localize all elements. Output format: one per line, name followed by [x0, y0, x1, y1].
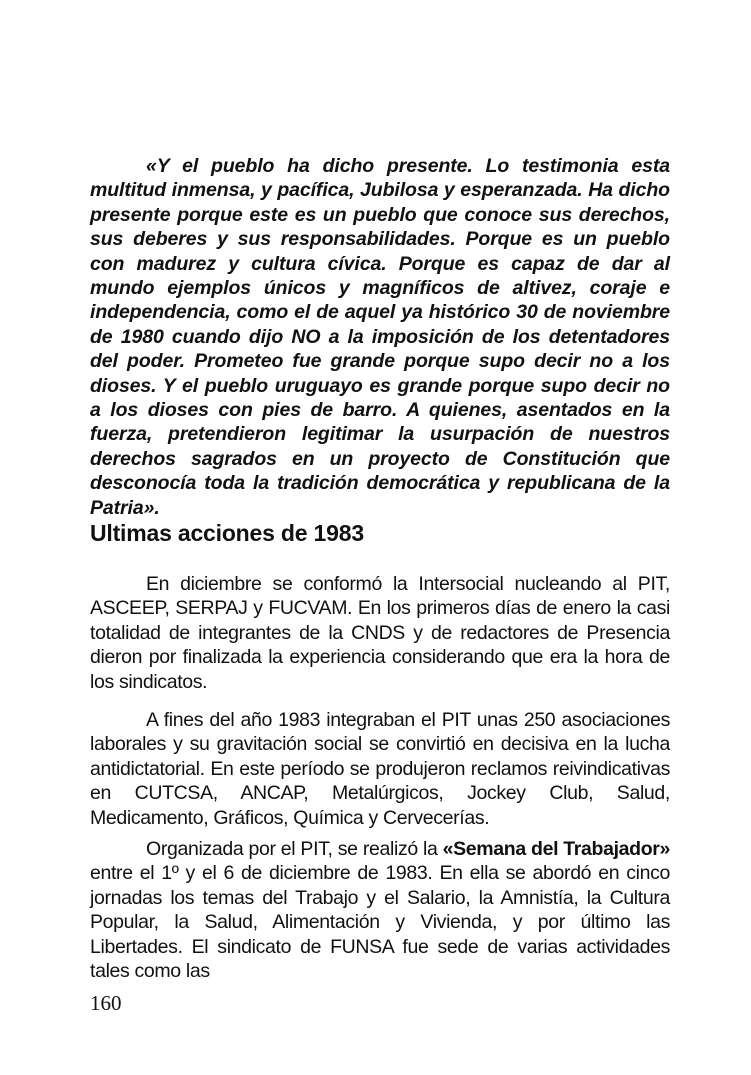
section-heading: Ultimas acciones de 1983: [90, 520, 364, 546]
paragraph-text-end: entre el 1º y el 6 de diciembre de 1983. En ella se abordó en cinco jornadas los temas del Trabajo y el Salario, la Amnistía, la Cultura Popular, la Salud, Alimentación y Vivienda, y por último las Libertades. El sindicato de FUNSA fue sede de varias actividades tales como las: [90, 862, 670, 983]
quoted-speech-paragraph: «Y el pueblo ha dicho presente. Lo testimonia esta multitud inmensa, y pacífica, Jubilosa y esperanzada. Ha dicho presente porque este es un pueblo que conoce sus derechos, sus deberes y sus responsabilidades. Porque es un pueblo con madurez y cultura cívica. Porque es capaz de dar al mundo ejemplos únicos y magníficos de altivez, coraje e independencia, como el de aquel ya histórico 30 de noviembre de 1980 cuando dijo NO a la imposición de los detentadores del poder. Prometeo fue grande porque supo decir no a los dioses. Y el pueblo uruguayo es grande porque supo decir no a los dioses con pies de barro. A quienes, asentados en la fuerza, pretendieron legitimar la usurpación de nuestros derechos sagrados en un proyecto de Constitución que desconocía toda la tradición democrática y republicana de la Patria».: [90, 155, 670, 519]
page-number: 160: [90, 991, 122, 1015]
body-paragraph-intersocial: En diciembre se conformó la Intersocial nucleando al PIT, ASCEEP, SERPAJ y FUCVAM. En los primeros días de enero la casi totalidad de integrantes de la CNDS y de redactores de Presencia dieron por finalizada la experiencia considerando que era la hora de los sindicatos.: [90, 573, 670, 693]
body-paragraph-pit-associations: A fines del año 1983 integraban el PIT unas 250 asociaciones laborales y su gravitación social se convirtió en decisiva en la lucha antidictatorial. En este período se produjeron reclamos reivindicativas en CUTCSA, ANCAP, Metalúrgicos, Jockey Club, Salud, Medicamento, Gráficos, Química y Cervecerías.: [90, 709, 670, 829]
event-name-emphasis: «Semana del Trabajador»: [442, 838, 670, 860]
paragraph-text-start: Organizada por el PIT, se realizó la: [146, 838, 443, 860]
body-paragraph-semana-trabajador: [90, 837, 670, 983]
